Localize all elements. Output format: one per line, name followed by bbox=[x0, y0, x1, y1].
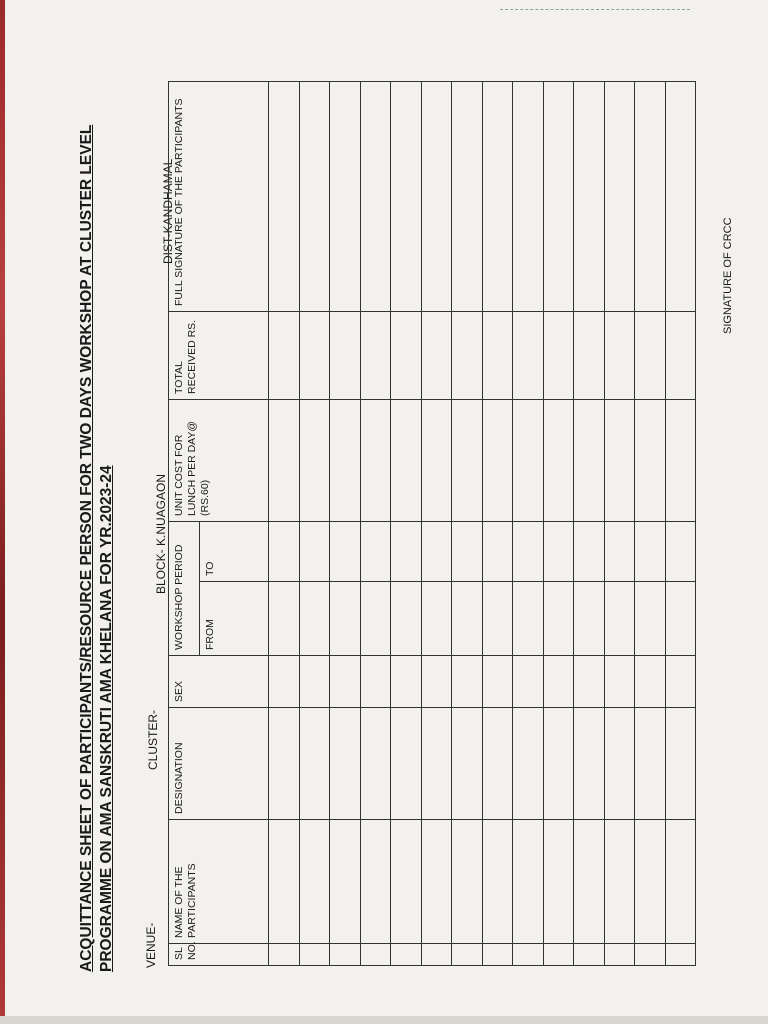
table-row bbox=[360, 82, 391, 966]
table-cell[interactable] bbox=[330, 312, 361, 400]
table-cell[interactable] bbox=[330, 82, 361, 312]
table-cell[interactable] bbox=[299, 582, 330, 656]
table-body bbox=[269, 82, 696, 966]
col-header-total: TOTAL RECEIVED RS. bbox=[169, 312, 269, 400]
block-label: BLOCK- K.NUAGAON bbox=[154, 473, 168, 594]
col-header-sl-no: SL NO. bbox=[169, 944, 269, 966]
document-title-line-2: PROGRAMME ON AMA SANSKRUTI AMA KHELANA FOR YR.2023-24 bbox=[98, 465, 115, 972]
table-cell[interactable] bbox=[543, 656, 574, 708]
table-cell[interactable] bbox=[269, 522, 300, 582]
table-row bbox=[513, 82, 544, 966]
table-cell[interactable] bbox=[421, 656, 452, 708]
table-cell[interactable] bbox=[482, 656, 513, 708]
table-cell[interactable] bbox=[452, 820, 483, 944]
table-cell[interactable] bbox=[513, 400, 544, 522]
table-cell[interactable] bbox=[635, 400, 666, 522]
table-cell[interactable] bbox=[665, 82, 696, 312]
table-cell[interactable] bbox=[604, 312, 635, 400]
table-cell[interactable] bbox=[452, 522, 483, 582]
col-header-to: TO bbox=[200, 522, 269, 582]
table-cell[interactable] bbox=[299, 312, 330, 400]
table-cell[interactable] bbox=[482, 522, 513, 582]
table-cell[interactable] bbox=[360, 312, 391, 400]
col-header-workshop-period: WORKSHOP PERIOD bbox=[169, 522, 200, 656]
table-cell[interactable] bbox=[421, 522, 452, 582]
table-cell[interactable] bbox=[665, 312, 696, 400]
table-cell[interactable] bbox=[360, 400, 391, 522]
venue-label: VENUE- bbox=[144, 922, 158, 968]
table-cell[interactable] bbox=[391, 820, 422, 944]
table-cell[interactable] bbox=[543, 582, 574, 656]
table-cell[interactable] bbox=[665, 522, 696, 582]
table-cell[interactable] bbox=[421, 820, 452, 944]
table-cell[interactable] bbox=[299, 820, 330, 944]
table-cell[interactable] bbox=[574, 522, 605, 582]
table-cell[interactable] bbox=[360, 820, 391, 944]
table-cell[interactable] bbox=[665, 656, 696, 708]
table-row bbox=[299, 82, 330, 966]
table-cell[interactable] bbox=[299, 82, 330, 312]
participants-table bbox=[168, 81, 696, 966]
table-cell[interactable] bbox=[604, 656, 635, 708]
table-cell[interactable] bbox=[574, 582, 605, 656]
table-cell[interactable] bbox=[513, 944, 544, 966]
table-cell[interactable] bbox=[452, 82, 483, 312]
table-cell[interactable] bbox=[360, 944, 391, 966]
document-title-line-1: ACQUITTANCE SHEET OF PARTICIPANTS/RESOURCE PERSON FOR TWO DAYS WORKSHOP AT CLUSTER LEVEL bbox=[78, 124, 95, 972]
table-cell[interactable] bbox=[482, 820, 513, 944]
table-cell[interactable] bbox=[604, 582, 635, 656]
table-cell[interactable] bbox=[360, 82, 391, 312]
table-cell[interactable] bbox=[543, 82, 574, 312]
table-cell[interactable] bbox=[635, 944, 666, 966]
table-cell[interactable] bbox=[665, 820, 696, 944]
table-cell[interactable] bbox=[543, 400, 574, 522]
table-cell[interactable] bbox=[482, 312, 513, 400]
table-cell[interactable] bbox=[269, 312, 300, 400]
table-cell[interactable] bbox=[269, 944, 300, 966]
col-header-sex: SEX bbox=[169, 656, 269, 708]
table-cell[interactable] bbox=[604, 708, 635, 820]
table-cell[interactable] bbox=[635, 582, 666, 656]
table-cell[interactable] bbox=[604, 400, 635, 522]
table-header-row bbox=[169, 82, 200, 966]
table-cell[interactable] bbox=[269, 820, 300, 944]
table-cell[interactable] bbox=[391, 582, 422, 656]
table-row bbox=[665, 82, 696, 966]
table-cell[interactable] bbox=[391, 708, 422, 820]
table-cell[interactable] bbox=[543, 522, 574, 582]
table-cell[interactable] bbox=[513, 708, 544, 820]
table-cell[interactable] bbox=[543, 312, 574, 400]
table-cell[interactable] bbox=[452, 400, 483, 522]
table-cell[interactable] bbox=[635, 312, 666, 400]
table-row bbox=[391, 82, 422, 966]
table-cell[interactable] bbox=[421, 708, 452, 820]
table-row bbox=[635, 82, 666, 966]
table-cell[interactable] bbox=[269, 708, 300, 820]
table-cell[interactable] bbox=[330, 400, 361, 522]
table-cell[interactable] bbox=[421, 400, 452, 522]
table-cell[interactable] bbox=[635, 820, 666, 944]
table-cell[interactable] bbox=[513, 82, 544, 312]
table-cell[interactable] bbox=[269, 82, 300, 312]
table-cell[interactable] bbox=[513, 656, 544, 708]
table-cell[interactable] bbox=[360, 582, 391, 656]
table-cell[interactable] bbox=[604, 820, 635, 944]
signature-crcc-label: SIGNATURE OF CRCC bbox=[722, 217, 734, 334]
table-cell[interactable] bbox=[513, 820, 544, 944]
table-row bbox=[452, 82, 483, 966]
table-cell[interactable] bbox=[574, 400, 605, 522]
table-cell[interactable] bbox=[330, 820, 361, 944]
table-row bbox=[482, 82, 513, 966]
col-header-signature: FULL SIGNATURE OF THE PARTICIPANTS bbox=[169, 82, 269, 312]
table-cell[interactable] bbox=[269, 656, 300, 708]
table-cell[interactable] bbox=[574, 708, 605, 820]
district-label: DIST-KANDHAMAL bbox=[161, 158, 175, 264]
table-cell[interactable] bbox=[391, 82, 422, 312]
table-cell[interactable] bbox=[604, 522, 635, 582]
table-cell[interactable] bbox=[482, 582, 513, 656]
table-cell[interactable] bbox=[452, 944, 483, 966]
table-cell[interactable] bbox=[543, 820, 574, 944]
table-row bbox=[269, 82, 300, 966]
table-cell[interactable] bbox=[574, 820, 605, 944]
table-cell[interactable] bbox=[482, 708, 513, 820]
table-cell[interactable] bbox=[604, 82, 635, 312]
col-header-name: NAME OF THE PARTICIPANTS bbox=[169, 820, 269, 944]
table-cell[interactable] bbox=[299, 400, 330, 522]
table-cell[interactable] bbox=[299, 708, 330, 820]
table-cell[interactable] bbox=[635, 656, 666, 708]
table-cell[interactable] bbox=[391, 944, 422, 966]
table-cell[interactable] bbox=[665, 708, 696, 820]
table-row bbox=[330, 82, 361, 966]
table-cell[interactable] bbox=[513, 312, 544, 400]
table-cell[interactable] bbox=[299, 522, 330, 582]
table-cell[interactable] bbox=[482, 400, 513, 522]
table-cell[interactable] bbox=[421, 582, 452, 656]
table-cell[interactable] bbox=[452, 582, 483, 656]
table-cell[interactable] bbox=[513, 522, 544, 582]
table-cell[interactable] bbox=[330, 582, 361, 656]
table-cell[interactable] bbox=[330, 522, 361, 582]
table-cell[interactable] bbox=[330, 708, 361, 820]
table-cell[interactable] bbox=[543, 944, 574, 966]
table-row bbox=[543, 82, 574, 966]
table-cell[interactable] bbox=[299, 944, 330, 966]
table-cell[interactable] bbox=[604, 944, 635, 966]
table-cell[interactable] bbox=[452, 656, 483, 708]
table-row bbox=[421, 82, 452, 966]
col-header-from: FROM bbox=[200, 582, 269, 656]
table-cell[interactable] bbox=[421, 82, 452, 312]
table-row bbox=[574, 82, 605, 966]
table-cell[interactable] bbox=[482, 82, 513, 312]
table-cell[interactable] bbox=[665, 582, 696, 656]
table-cell[interactable] bbox=[360, 708, 391, 820]
table-cell[interactable] bbox=[635, 82, 666, 312]
table-cell[interactable] bbox=[513, 582, 544, 656]
table-cell[interactable] bbox=[421, 312, 452, 400]
table-cell[interactable] bbox=[269, 400, 300, 522]
table-cell[interactable] bbox=[574, 656, 605, 708]
table-cell[interactable] bbox=[330, 944, 361, 966]
table-cell[interactable] bbox=[665, 944, 696, 966]
table-cell[interactable] bbox=[421, 944, 452, 966]
table-cell[interactable] bbox=[391, 656, 422, 708]
table-cell[interactable] bbox=[299, 656, 330, 708]
table-cell[interactable] bbox=[574, 312, 605, 400]
table-cell[interactable] bbox=[574, 944, 605, 966]
table-cell[interactable] bbox=[665, 400, 696, 522]
table-cell[interactable] bbox=[391, 312, 422, 400]
table-cell[interactable] bbox=[452, 708, 483, 820]
table-cell[interactable] bbox=[452, 312, 483, 400]
table-row bbox=[604, 82, 635, 966]
table-cell[interactable] bbox=[269, 582, 300, 656]
table-cell[interactable] bbox=[635, 708, 666, 820]
cluster-label: CLUSTER- bbox=[146, 709, 160, 770]
table-cell[interactable] bbox=[360, 522, 391, 582]
table-cell[interactable] bbox=[482, 944, 513, 966]
table-cell[interactable] bbox=[391, 400, 422, 522]
table-cell[interactable] bbox=[391, 522, 422, 582]
table-cell[interactable] bbox=[574, 82, 605, 312]
table-cell[interactable] bbox=[543, 708, 574, 820]
table-cell[interactable] bbox=[635, 522, 666, 582]
table-cell[interactable] bbox=[360, 656, 391, 708]
col-header-designation: DESIGNATION bbox=[169, 708, 269, 820]
col-header-unit-cost: UNIT COST FOR LUNCH PER DAY@ (RS.60) bbox=[169, 400, 269, 522]
table-cell[interactable] bbox=[330, 656, 361, 708]
